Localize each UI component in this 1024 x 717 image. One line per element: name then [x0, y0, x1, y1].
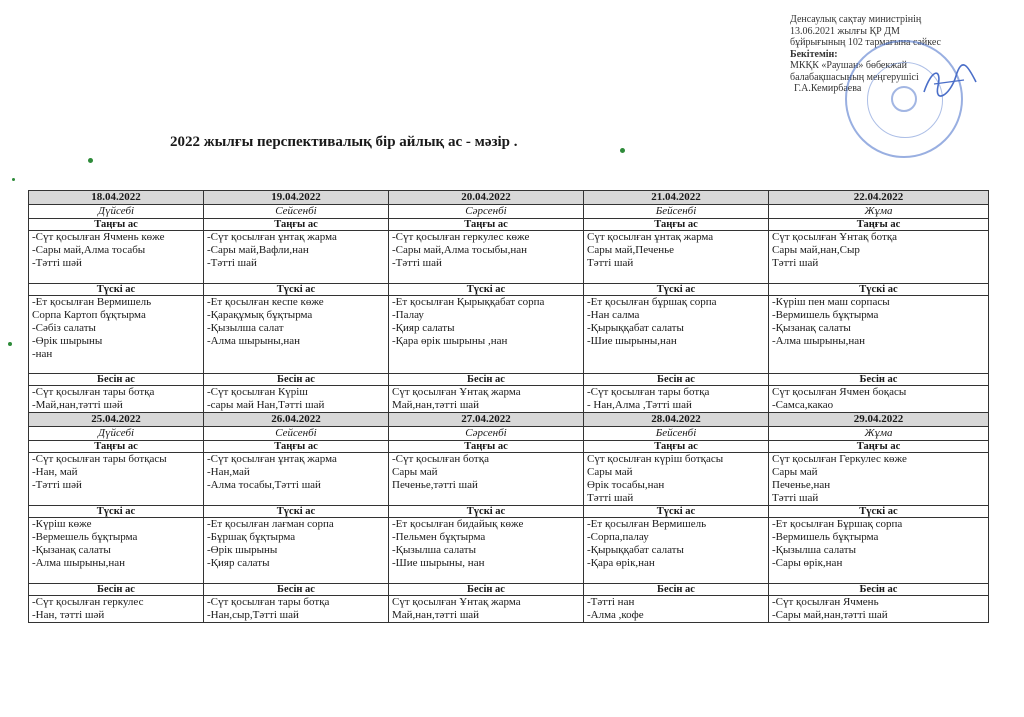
menu-item: Сүт қосылған Ячмен боқасы — [772, 386, 907, 398]
day-row-cell: Бейсенбі — [584, 427, 769, 441]
date-row-cell: 18.04.2022 — [29, 191, 204, 205]
menu-item: Печенье,тәтті шай — [392, 479, 478, 491]
approval-line: балабақшасының меңгерушісі — [790, 71, 919, 83]
decorative-dot — [8, 342, 12, 346]
breakfast-row-cell — [389, 231, 584, 284]
snack-row-cell — [29, 386, 204, 413]
menu-item: -Алма ,кофе — [587, 609, 644, 621]
menu-item: -Палау — [392, 309, 424, 321]
menu-item: -Қарақұмық бұқтырма — [207, 309, 313, 321]
menu-item: -Нан, май — [32, 466, 78, 478]
snack-header-row-cell: Бесін ас — [584, 584, 769, 596]
lunch-header-row-cell: Түскі ас — [584, 284, 769, 296]
menu-item: -Өрік шырыны — [207, 544, 278, 556]
day-row — [29, 427, 989, 441]
menu-item: -Күріш көже — [32, 518, 92, 530]
lunch-header-row-cell: Түскі ас — [29, 506, 204, 518]
menu-item: -Тәтті шай — [392, 257, 442, 269]
menu-item: -Шие шырыны,нан — [587, 335, 677, 347]
menu-item: -Сүт қосылған геркулес көже — [392, 231, 530, 243]
menu-item: -Нан,май — [207, 466, 250, 478]
lunch-row-cell — [29, 296, 204, 374]
lunch-row-cell — [769, 296, 989, 374]
snack-row-cell — [204, 596, 389, 623]
breakfast-row — [29, 453, 989, 506]
snack-row — [29, 596, 989, 623]
breakfast-header-row — [29, 219, 989, 231]
breakfast-row-cell — [389, 453, 584, 506]
lunch-row-cell — [204, 296, 389, 374]
menu-item: -Қызылша салаты — [772, 544, 856, 556]
date-row — [29, 413, 989, 427]
menu-item: -Тәтті шәй — [32, 479, 82, 491]
date-row-cell: 21.04.2022 — [584, 191, 769, 205]
menu-item: -Нан салма — [587, 309, 640, 321]
breakfast-row-cell — [29, 453, 204, 506]
snack-header-row — [29, 374, 989, 386]
menu-item: -Сүт қосылған Күріш — [207, 386, 308, 398]
menu-item: Сүт қосылған күріш ботқасы — [587, 453, 724, 465]
day-row-cell: Жұма — [769, 427, 989, 441]
breakfast-row-cell — [584, 231, 769, 284]
breakfast-header-row-cell: Таңғы ас — [389, 219, 584, 231]
snack-row-cell — [584, 596, 769, 623]
breakfast-header-row-cell: Таңғы ас — [584, 441, 769, 453]
menu-item: Сүт қосылған Ұнтақ жарма — [392, 386, 521, 398]
breakfast-header-row-cell: Таңғы ас — [769, 219, 989, 231]
menu-item: Сүт қосылған Ұнтақ жарма — [392, 596, 521, 608]
decorative-dot — [620, 148, 625, 153]
breakfast-header-row-cell: Таңғы ас — [204, 441, 389, 453]
breakfast-header-row-cell: Таңғы ас — [204, 219, 389, 231]
menu-item: -сары май Нан,Тәтті шай — [207, 399, 325, 411]
date-row-cell: 28.04.2022 — [584, 413, 769, 427]
date-row — [29, 191, 989, 205]
menu-item: -Қырыққабат салаты — [587, 544, 684, 556]
menu-item: Тәтті шай — [772, 257, 819, 269]
lunch-header-row — [29, 506, 989, 518]
lunch-header-row-cell: Түскі ас — [204, 284, 389, 296]
menu-item: -Ет қосылған Қырыққабат сорпа — [392, 296, 545, 308]
snack-row-cell — [389, 596, 584, 623]
snack-row-cell — [29, 596, 204, 623]
breakfast-header-row-cell: Таңғы ас — [389, 441, 584, 453]
menu-item: -Қырыққабат салаты — [587, 322, 684, 334]
menu-item: -Қызылша салаты — [392, 544, 476, 556]
date-row-cell: 27.04.2022 — [389, 413, 584, 427]
menu-item: -Күріш пен маш сорпасы — [772, 296, 890, 308]
lunch-header-row-cell: Түскі ас — [29, 284, 204, 296]
breakfast-row-cell — [769, 453, 989, 506]
date-row-cell: 26.04.2022 — [204, 413, 389, 427]
menu-item: Май,нан,тәтті шай — [392, 399, 480, 411]
lunch-row-cell — [389, 518, 584, 584]
day-row-cell: Дүйсебі — [29, 205, 204, 219]
menu-item: Тәтті шай — [587, 257, 634, 269]
menu-item: -Қара өрік шырыны ,нан — [392, 335, 508, 347]
menu-item: Май,нан,тәтті шай — [392, 609, 480, 621]
menu-item: -Ет қосылған лағман сорпа — [207, 518, 334, 530]
date-row-cell: 19.04.2022 — [204, 191, 389, 205]
menu-item: -Қияр салаты — [392, 322, 455, 334]
snack-header-row-cell: Бесін ас — [584, 374, 769, 386]
menu-item: Сары май — [772, 466, 818, 478]
menu-item: -Пельмен бұқтырма — [392, 531, 486, 543]
lunch-row — [29, 518, 989, 584]
decorative-dot — [12, 178, 15, 181]
menu-item: Сүт қосылған Геркулес көже — [772, 453, 907, 465]
lunch-row-cell — [204, 518, 389, 584]
menu-item: -Май,нан,тәтті шәй — [32, 399, 123, 411]
menu-item: -Сәбіз салаты — [32, 322, 96, 334]
menu-item: Печенье,нан — [772, 479, 831, 491]
snack-header-row-cell: Бесін ас — [204, 374, 389, 386]
breakfast-header-row-cell: Таңғы ас — [29, 441, 204, 453]
menu-item: Сары май,нан,Сыр — [772, 244, 860, 256]
menu-item: -Өрік шырыны — [32, 335, 103, 347]
day-row-cell: Сейсенбі — [204, 205, 389, 219]
menu-item: -Самса,какао — [772, 399, 834, 411]
snack-row-cell — [769, 596, 989, 623]
menu-item: -Бұршақ бұқтырма — [207, 531, 296, 543]
menu-item: -Сүт қосылған геркулес — [32, 596, 144, 608]
snack-row-cell — [389, 386, 584, 413]
approval-line: бұйрығының 102 тармағына сәйкес — [790, 37, 941, 48]
snack-header-row-cell: Бесін ас — [769, 584, 989, 596]
breakfast-row-cell — [769, 231, 989, 284]
menu-item: -Ет қосылған бұршақ сорпа — [587, 296, 717, 308]
menu-item: -Қара өрік,нан — [587, 557, 655, 569]
snack-header-row — [29, 584, 989, 596]
approval-line: Бекітемін: — [790, 48, 838, 60]
emblem-icon — [891, 86, 917, 112]
lunch-header-row-cell: Түскі ас — [769, 506, 989, 518]
breakfast-row-cell — [584, 453, 769, 506]
lunch-header-row-cell: Түскі ас — [769, 284, 989, 296]
signature-icon — [920, 62, 980, 102]
decorative-dot — [88, 158, 93, 163]
menu-item: -Сүт қосылған тары ботқа — [32, 386, 155, 398]
day-row-cell: Бейсенбі — [584, 205, 769, 219]
menu-item: -Ет қосылған Вермишель — [587, 518, 707, 530]
lunch-row-cell — [769, 518, 989, 584]
menu-item: -Шие шырыны, нан — [392, 557, 485, 569]
snack-header-row-cell: Бесін ас — [29, 584, 204, 596]
date-row-cell: 29.04.2022 — [769, 413, 989, 427]
menu-item: Сары май — [587, 466, 633, 478]
menu-item: Сүт қосылған Ұнтақ ботқа — [772, 231, 898, 243]
breakfast-header-row-cell: Таңғы ас — [29, 219, 204, 231]
breakfast-row-cell — [29, 231, 204, 284]
menu-item: Сары май — [392, 466, 438, 478]
approval-line: Г.А.Кемирбаева — [794, 83, 862, 94]
day-row-cell: Дүйсебі — [29, 427, 204, 441]
menu-item: -Тәтті шәй — [32, 257, 82, 269]
menu-item: Тәтті шай — [587, 492, 634, 504]
breakfast-header-row-cell: Таңғы ас — [584, 219, 769, 231]
menu-item: Өрік тосабы,нан — [587, 479, 665, 491]
menu-item: -Алма шырыны,нан — [207, 335, 301, 347]
menu-item: -Алма тосабы,Тәтті шай — [207, 479, 321, 491]
snack-row-cell — [204, 386, 389, 413]
menu-item: -Сары май,Вафли,нан — [207, 244, 309, 256]
lunch-header-row-cell: Түскі ас — [389, 506, 584, 518]
lunch-header-row-cell: Түскі ас — [204, 506, 389, 518]
menu-item: -Вермешель бұқтырма — [32, 531, 138, 543]
approval-line: 13.06.2021 жылғы ҚР ДМ — [790, 25, 900, 37]
lunch-header-row-cell: Түскі ас — [389, 284, 584, 296]
menu-item: -нан — [32, 348, 53, 360]
lunch-header-row — [29, 284, 989, 296]
lunch-row — [29, 296, 989, 374]
menu-item: -Сүт қосылған ұнтақ жарма — [207, 231, 337, 243]
menu-table — [28, 190, 989, 623]
snack-header-row-cell: Бесін ас — [389, 374, 584, 386]
menu-item: -Вермишель бұқтырма — [772, 531, 879, 543]
approval-line: Денсаулық сақтау министрінің — [790, 14, 922, 25]
day-row-cell: Сәрсенбі — [389, 205, 584, 219]
date-row-cell: 20.04.2022 — [389, 191, 584, 205]
breakfast-row — [29, 231, 989, 284]
breakfast-header-row — [29, 441, 989, 453]
lunch-header-row-cell: Түскі ас — [584, 506, 769, 518]
date-row-cell: 25.04.2022 — [29, 413, 204, 427]
snack-header-row-cell: Бесін ас — [29, 374, 204, 386]
snack-row — [29, 386, 989, 413]
breakfast-row-cell — [204, 453, 389, 506]
menu-item: -Сары май,Алма тосыбы,нан — [392, 244, 527, 256]
menu-item: -Сүт қосылған тары ботқасы — [32, 453, 167, 465]
menu-item: - Нан,Алма ,Тәтті шай — [587, 399, 692, 411]
menu-item: -Алма шырыны,нан — [32, 557, 126, 569]
date-row-cell: 22.04.2022 — [769, 191, 989, 205]
menu-item: -Қызанақ салаты — [772, 322, 851, 334]
menu-item: -Сүт қосылған Ячмень көже — [32, 231, 165, 243]
day-row — [29, 205, 989, 219]
breakfast-row-cell — [204, 231, 389, 284]
menu-item: -Алма шырыны,нан — [772, 335, 866, 347]
page-title: 2022 жылғы перспективалық бір айлық ас - мәзір . — [170, 134, 518, 150]
lunch-row-cell — [29, 518, 204, 584]
menu-item: -Сүт қосылған тары ботқа — [587, 386, 710, 398]
menu-item: -Қызылша салат — [207, 322, 284, 334]
menu-item: -Сүт қосылған Ячмень — [772, 596, 879, 608]
lunch-row-cell — [584, 296, 769, 374]
breakfast-header-row-cell: Таңғы ас — [769, 441, 989, 453]
menu-item: -Сары май,Алма тосабы — [32, 244, 146, 256]
snack-header-row-cell: Бесін ас — [769, 374, 989, 386]
snack-row-cell — [584, 386, 769, 413]
lunch-row-cell — [584, 518, 769, 584]
menu-item: Тәтті шай — [772, 492, 819, 504]
lunch-row-cell — [389, 296, 584, 374]
day-row-cell: Жұма — [769, 205, 989, 219]
menu-item: -Сүт қосылған ботқа — [392, 453, 489, 465]
menu-item: -Сары май,нан,тәтті шай — [772, 609, 888, 621]
snack-row-cell — [769, 386, 989, 413]
menu-item: -Қызанақ салаты — [32, 544, 111, 556]
snack-header-row-cell: Бесін ас — [389, 584, 584, 596]
menu-item: Сары май,Печенье — [587, 244, 675, 256]
menu-item: -Сүт қосылған тары ботқа — [207, 596, 330, 608]
menu-item: -Нан, тәтті шәй — [32, 609, 105, 621]
snack-header-row-cell: Бесін ас — [204, 584, 389, 596]
menu-item: -Сүт қосылған ұнтақ жарма — [207, 453, 337, 465]
menu-item: -Сорпа,палау — [587, 531, 649, 543]
menu-item: -Нан,сыр,Тәтті шай — [207, 609, 299, 621]
menu-item: -Қияр салаты — [207, 557, 270, 569]
menu-item: -Сары өрік,нан — [772, 557, 843, 569]
menu-item: Сорпа Картоп бұқтырма — [32, 309, 146, 321]
menu-item: -Тәтті шай — [207, 257, 257, 269]
menu-item: -Ет қосылған кеспе көже — [207, 296, 324, 308]
menu-item: -Тәтті нан — [587, 596, 635, 608]
approval-line: МКҚК «Раушан» бөбекжай — [790, 60, 907, 71]
menu-item: -Ет қосылған бидайық көже — [392, 518, 524, 530]
menu-item: Сүт қосылған ұнтақ жарма — [587, 231, 714, 243]
day-row-cell: Сәрсенбі — [389, 427, 584, 441]
menu-item: -Ет қосылған Бұршақ сорпа — [772, 518, 903, 530]
day-row-cell: Сейсенбі — [204, 427, 389, 441]
menu-item: -Вермишель бұқтырма — [772, 309, 879, 321]
menu-item: -Ет қосылған Вермишель — [32, 296, 152, 308]
